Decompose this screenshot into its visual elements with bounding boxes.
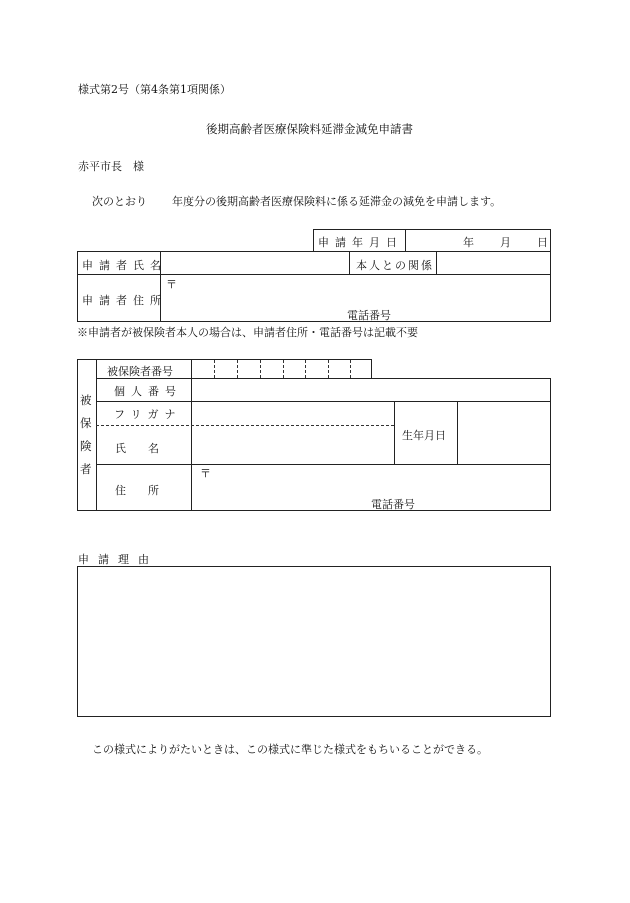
reason-label: 申請理由 <box>78 553 158 566</box>
insured-number-label: 被保険者番号 <box>107 365 173 378</box>
insured-name-label: 氏 名 <box>115 442 159 455</box>
insured-side-label-4: 者 <box>80 462 92 476</box>
applicant-postal-mark: 〒 <box>166 278 177 291</box>
personal-number-label: 個人番号 <box>114 385 182 398</box>
applicant-address-field[interactable] <box>161 275 550 321</box>
furigana-field[interactable] <box>192 402 393 424</box>
applicant-name-field[interactable] <box>161 252 348 273</box>
insured-number-field[interactable] <box>192 360 371 378</box>
apply-date-label: 申請年月日 <box>318 236 403 249</box>
form-title: 後期高齢者医療保険料延滞金減免申請書 <box>206 122 413 136</box>
intro-body: 年度分の後期高齢者医療保険料に係る延滞金の減免を申請します。 <box>172 195 502 208</box>
applicant-note: ※申請者が被保険者本人の場合は、申請者住所・電話番号は記載不要 <box>77 326 418 339</box>
insured-side-label-2: 保 <box>80 416 92 430</box>
insured-side-label-3: 険 <box>80 439 92 453</box>
personal-number-field[interactable] <box>192 379 550 400</box>
insured-side-label-1: 被 <box>80 393 92 407</box>
apply-date-field[interactable] <box>406 230 550 251</box>
applicant-address-label: 申請者住所 <box>82 294 167 307</box>
insured-phone-label: 電話番号 <box>371 498 415 511</box>
relation-field[interactable] <box>437 252 550 273</box>
applicant-name-label: 申請者氏名 <box>82 259 167 272</box>
apply-month-unit: 月 <box>500 236 511 249</box>
apply-year-unit: 年 <box>463 236 474 249</box>
insured-name-field[interactable] <box>192 426 393 463</box>
intro-lead: 次のとおり <box>92 195 147 208</box>
furigana-label: フリガナ <box>114 408 182 421</box>
insured-address-label: 住 所 <box>115 484 159 497</box>
relation-label: 本人との関係 <box>356 259 434 272</box>
reason-textarea[interactable] <box>77 566 551 717</box>
footer-note: この様式によりがたいときは、この様式に準じた様式をもちいることができる。 <box>92 743 488 756</box>
form-number: 様式第2号（第4条第1項関係） <box>78 83 231 96</box>
apply-day-unit: 日 <box>537 236 548 249</box>
birthdate-field[interactable] <box>458 402 550 463</box>
insured-address-field[interactable] <box>192 465 550 510</box>
applicant-phone-label: 電話番号 <box>347 309 391 322</box>
addressee: 赤平市長 様 <box>78 160 144 173</box>
birthdate-label: 生年月日 <box>402 429 446 442</box>
insured-postal-mark: 〒 <box>200 467 211 480</box>
